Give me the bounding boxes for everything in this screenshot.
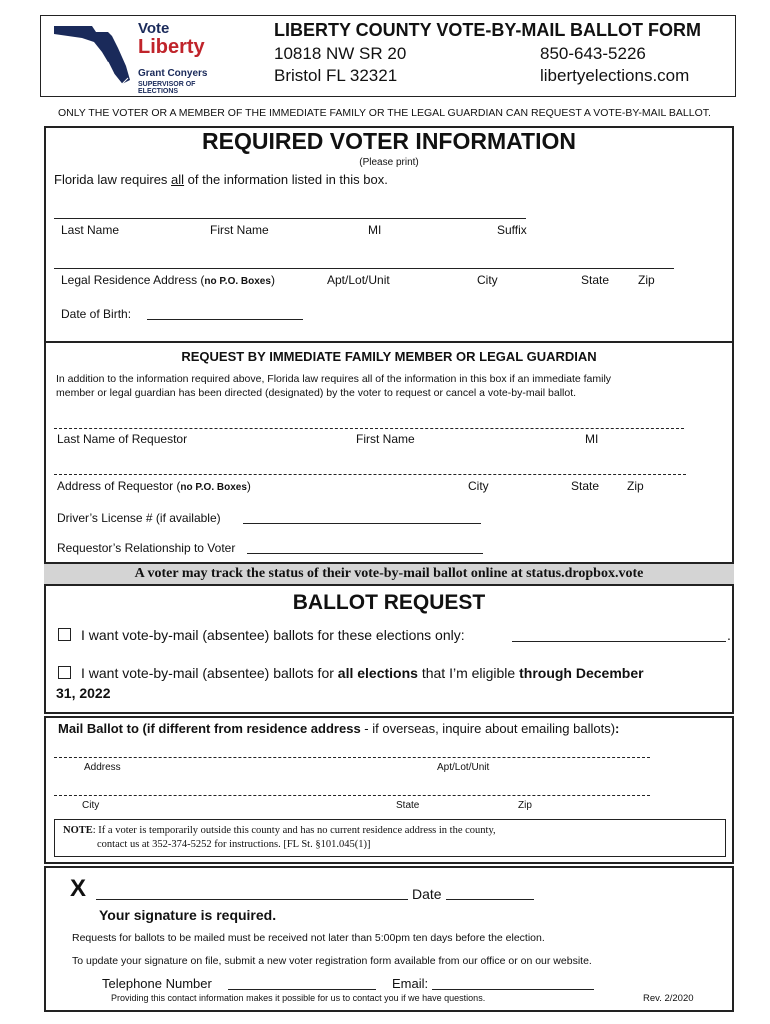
overseas-note: NOTE: If a voter is temporarily outside this county and has no current residence address in the county, contact us at 352-374-5252 for instructions. [FL St. §101.045(1)] [54, 819, 726, 857]
specific-elections-line[interactable] [512, 641, 726, 642]
mail-city-line[interactable] [54, 795, 650, 796]
checkbox-all-elections[interactable] [58, 666, 71, 679]
requestor-address-line[interactable] [54, 474, 686, 475]
checkbox-specific-elections[interactable] [58, 628, 71, 641]
mail-city-label: City [82, 800, 100, 811]
signature-date-label: Date [412, 886, 442, 902]
logo-name: Grant Conyers [138, 68, 208, 79]
relationship-label: Requestor’s Relationship to Voter [57, 541, 236, 555]
logo [52, 20, 232, 95]
first-name-label: First Name [210, 223, 269, 237]
family-desc-line1: In addition to the information required above, Florida law requires all of the information in this box if an immediate family [56, 373, 612, 385]
voter-name-line[interactable] [54, 218, 526, 219]
update-signature-text: To update your signature on file, submit a new voter registration form available from our office or on our website. [72, 955, 592, 967]
family-desc-line2: member or legal guardian has been directed (designated) by the voter to request or cancel a vote-by-mail ballot. [56, 387, 577, 399]
email-label: Email: [392, 976, 429, 991]
dob-line[interactable] [147, 319, 303, 320]
ballot-option-specific[interactable]: I want vote-by-mail (absentee) ballots for these elections only: [58, 627, 465, 643]
logo-vote-text: Vote [138, 20, 170, 37]
form-title: LIBERTY COUNTY VOTE-BY-MAIL BALLOT FORM [274, 20, 701, 40]
mail-address-label: Address [84, 762, 121, 773]
specific-elections-period: . [727, 627, 731, 643]
florida-map-icon [52, 22, 136, 88]
mail-zip-label: Zip [518, 800, 532, 811]
ballot-option-all[interactable]: I want vote-by-mail (absentee) ballots for all elections that I’m eligible through December [58, 665, 644, 681]
office-address-line1: 10818 NW SR 20 [274, 44, 407, 63]
license-label: Driver’s License # (if available) [57, 511, 221, 525]
signature-required: Your signature is required. [99, 907, 277, 923]
office-website: libertyelections.com [540, 66, 690, 85]
requestor-address-label: Address of Requestor (no P.O. Boxes) [57, 479, 251, 493]
office-address-line2: Bristol FL 32321 [274, 66, 398, 85]
telephone-line[interactable] [228, 989, 376, 990]
deadline-text: Requests for ballots to be mailed must be received not later than 5:00pm ten days before the election. [72, 932, 545, 944]
suffix-label: Suffix [497, 223, 527, 237]
mail-ballot-heading: Mail Ballot to (if different from residence address - if overseas, inquire about emailing ballots): [58, 721, 620, 736]
residence-zip-label: Zip [638, 273, 655, 287]
track-status-banner: A voter may track the status of their vote-by-mail ballot online at status.dropbox.vote [44, 564, 734, 584]
logo-role: SUPERVISOR OF ELECTIONS [138, 81, 196, 95]
dob-label: Date of Birth: [61, 307, 132, 321]
telephone-label: Telephone Number [102, 976, 212, 991]
mail-address-line[interactable] [54, 757, 650, 758]
residence-apt-label: Apt/Lot/Unit [327, 273, 390, 287]
mail-apt-label: Apt/Lot/Unit [437, 762, 490, 773]
signature-line[interactable] [96, 899, 408, 900]
requestor-state-label: State [571, 479, 600, 493]
office-phone: 850-643-5226 [540, 44, 646, 63]
residence-state-label: State [581, 273, 610, 287]
requestor-name-line[interactable] [54, 428, 684, 429]
logo-liberty-text: Liberty [138, 36, 205, 58]
residence-city-label: City [477, 273, 498, 287]
email-line[interactable] [432, 989, 594, 990]
ballot-request-title: BALLOT REQUEST [292, 591, 486, 614]
last-name-label: Last Name [61, 223, 120, 237]
mail-state-label: State [396, 800, 420, 811]
family-request-title: REQUEST BY IMMEDIATE FAMILY MEMBER OR LEGAL GUARDIAN [181, 349, 597, 364]
residence-address-line[interactable] [54, 268, 674, 269]
requestor-mi-label: MI [585, 432, 599, 446]
requestor-city-label: City [468, 479, 489, 493]
residence-address-label: Legal Residence Address (no P.O. Boxes) [61, 273, 275, 287]
voter-info-title: REQUIRED VOTER INFORMATION [202, 128, 576, 154]
contact-note: Providing this contact information makes it possible for us to contact you if we have questions. [111, 993, 486, 1003]
voter-info-subtitle: (Please print) [359, 157, 419, 168]
signature-date-line[interactable] [446, 899, 534, 900]
requestor-first-name-label: First Name [356, 432, 415, 446]
voter-info-law-text: Florida law requires all of the information listed in this box. [54, 172, 388, 187]
revision-label: Rev. 2/2020 [643, 993, 694, 1004]
ballot-end-date: 31, 2022 [56, 685, 111, 701]
signature-x-mark: X [70, 875, 87, 902]
requestor-last-name-label: Last Name of Requestor [57, 432, 188, 446]
eligibility-notice: ONLY THE VOTER OR A MEMBER OF THE IMMEDIATE FAMILY OR THE LEGAL GUARDIAN CAN REQUEST A VOTE-BY-MAIL BALLOT. [58, 107, 711, 119]
requestor-zip-label: Zip [627, 479, 644, 493]
mi-label: MI [368, 223, 382, 237]
license-line[interactable] [243, 523, 481, 524]
relationship-line[interactable] [247, 553, 483, 554]
